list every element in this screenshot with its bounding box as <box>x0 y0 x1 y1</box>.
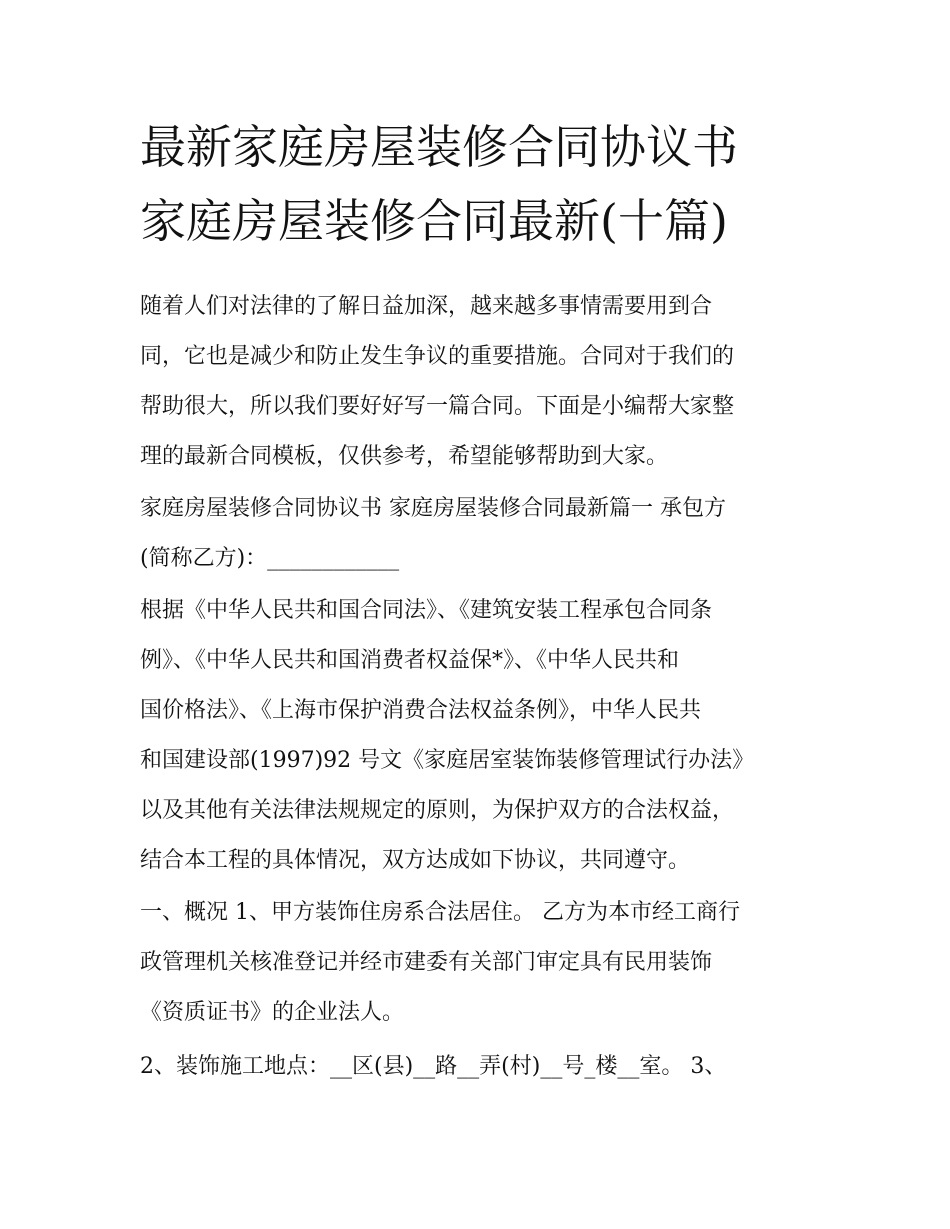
text-line: 结合本工程的具体情况，双方达成如下协议，共同遵守。 <box>140 848 691 873</box>
text-line: 随着人们对法律的了解日益加深，越来越多事情需要用到合 <box>140 294 713 319</box>
text-line: 帮助很大，所以我们要好好写一篇合同。下面是小编帮大家整 <box>140 394 735 419</box>
text-line: (简称乙方)：____________ <box>140 546 400 571</box>
contractor-paragraph <box>140 484 820 584</box>
text-line: 国价格法》、《上海市保护消费合法权益条例》，中华人民共 <box>140 698 702 723</box>
text-line: 2、装饰施工地点：__区(县)__路__弄(村)__号_楼__室。 3、 <box>140 1054 727 1079</box>
text-line: 家庭房屋装修合同协议书 家庭房屋装修合同最新篇一 承包方 <box>140 496 726 521</box>
title-line-2: 家庭房屋装修合同最新(十篇) <box>140 194 728 248</box>
overview-paragraph <box>140 888 820 1038</box>
site-address-paragraph <box>140 1042 820 1092</box>
text-line: 例》、《中华人民共和国消费者权益保*》、《中华人民共和 <box>140 648 680 673</box>
text-line: 根据《中华人民共和国合同法》、《建筑安装工程承包合同条 <box>140 598 713 623</box>
intro-paragraph <box>140 282 820 482</box>
text-line: 同，它也是减少和防止发生争议的重要措施。合同对于我们的 <box>140 344 735 369</box>
text-line: 一、概况 1、甲方装饰住房系合法居住。 乙方为本市经工商行 <box>140 900 740 925</box>
document-body <box>140 282 820 1092</box>
text-line: 以及其他有关法律法规规定的原则，为保护双方的合法权益， <box>140 798 735 823</box>
document-title <box>140 110 830 258</box>
text-line: 理的最新合同模板，仅供参考，希望能够帮助到大家。 <box>140 444 669 469</box>
legal-basis-paragraph <box>140 586 820 886</box>
title-line-1: 最新家庭房屋装修合同协议书 <box>140 120 738 174</box>
text-line: 《资质证书》的企业法人。 <box>140 1000 405 1025</box>
text-line: 和国建设部(1997)92 号文《家庭居室装饰装修管理试行办法》 <box>140 748 755 773</box>
text-line: 政管理机关核准登记并经市建委有关部门审定具有民用装饰 <box>140 950 713 975</box>
